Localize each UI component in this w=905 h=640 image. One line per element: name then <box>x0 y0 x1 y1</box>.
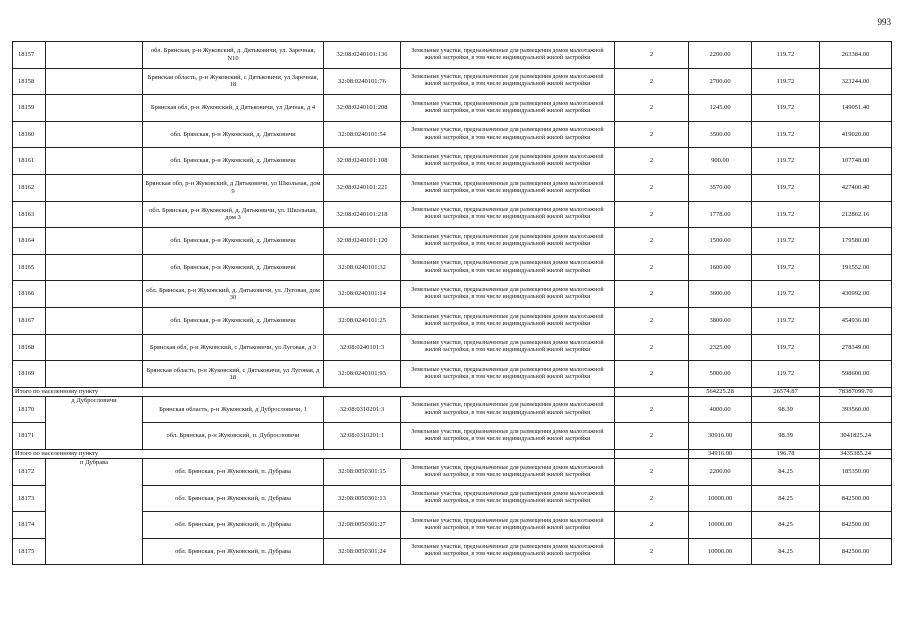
row-number-cell: 18163 <box>13 201 46 228</box>
area-cell: 2325.00 <box>689 334 752 361</box>
cadastral-number-cell: 32:08:0240101:14 <box>324 281 401 308</box>
table-row <box>13 361 892 388</box>
cadastral-number-cell: 32:08:0050301:15 <box>324 458 401 485</box>
registry-body <box>13 42 892 565</box>
table-row <box>13 458 892 485</box>
area-cell: 10000.00 <box>689 512 752 539</box>
area-cell: 3570.00 <box>689 174 752 201</box>
cadastral-number-cell: 32:08:0240101:25 <box>324 307 401 334</box>
rate-cell: 119.72 <box>752 254 820 281</box>
address-cell: Брянская область, р-н Жуковский, д Дубрословичи, 1 <box>143 396 324 423</box>
row-number-cell: 18157 <box>13 42 46 69</box>
cadastral-value-cell: 185350.00 <box>820 458 892 485</box>
rate-cell: 119.72 <box>752 121 820 148</box>
total-label: Итого по населенному пункту <box>13 449 615 458</box>
table-row <box>13 95 892 122</box>
land-use-cell: Земельные участки, предназначенные для размещения домов малоэтажной жилой застройки, в том числе индивидуальной жилой застройки <box>401 396 615 423</box>
area-cell: 4000.00 <box>689 396 752 423</box>
area-cell: 1245.00 <box>689 95 752 122</box>
row-number-cell: 18172 <box>13 458 46 485</box>
address-cell: обл. Брянская, р-н Жуковский, д. Дятьковичи, ул. Школьная, дом 3 <box>143 201 324 228</box>
row-number-cell: 18171 <box>13 423 46 450</box>
land-use-cell: Земельные участки, предназначенные для размещения домов малоэтажной жилой застройки, в том числе индивидуальной жилой застройки <box>401 361 615 388</box>
category-cell: 2 <box>615 458 689 485</box>
address-cell: обл. Брянская, р-н Жуковский, д. Дятьковичи <box>143 148 324 175</box>
row-number-cell: 18165 <box>13 254 46 281</box>
cadastral-number-cell: 32:08:0240101:108 <box>324 148 401 175</box>
settlement-cell <box>46 228 143 255</box>
land-use-cell: Земельные участки, предназначенные для размещения домов малоэтажной жилой застройки, в том числе индивидуальной жилой застройки <box>401 68 615 95</box>
row-number-cell: 18173 <box>13 485 46 512</box>
cadastral-number-cell: 32:08:0050301:27 <box>324 512 401 539</box>
cadastral-number-cell: 32:08:0310201:1 <box>324 423 401 450</box>
category-cell: 2 <box>615 121 689 148</box>
cadastral-value-cell: 598600.00 <box>820 361 892 388</box>
land-use-cell: Земельные участки, предназначенные для размещения домов малоэтажной жилой застройки, в том числе индивидуальной жилой застройки <box>401 334 615 361</box>
address-cell: Брянская обл, р-н Жуковский, с Дятьковичи, ул Луговая, д 3 <box>143 334 324 361</box>
row-number-cell: 18162 <box>13 174 46 201</box>
cadastral-value-cell: 842500.00 <box>820 512 892 539</box>
settlement-cell <box>46 307 143 334</box>
settlement-cell <box>46 121 143 148</box>
area-cell: 1500.00 <box>689 228 752 255</box>
address-cell: обл. Брянская, р-н Жуковский, д. Дятьковичи <box>143 121 324 148</box>
settlement-cell <box>46 361 143 388</box>
total-value-cell: 3435385.24 <box>820 449 892 458</box>
settlement-cell <box>46 281 143 308</box>
row-number-cell: 18175 <box>13 538 46 565</box>
address-cell: обл. Брянская, р-н Жуковский, д. Дятьковичи <box>143 228 324 255</box>
total-category-cell <box>615 449 689 458</box>
land-use-cell: Земельные участки, предназначенные для размещения домов малоэтажной жилой застройки, в том числе индивидуальной жилой застройки <box>401 148 615 175</box>
land-use-cell: Земельные участки, предназначенные для размещения домов малоэтажной жилой застройки, в том числе индивидуальной жилой застройки <box>401 95 615 122</box>
category-cell: 2 <box>615 538 689 565</box>
category-cell: 2 <box>615 254 689 281</box>
table-row <box>13 307 892 334</box>
row-number-cell: 18168 <box>13 334 46 361</box>
area-cell: 30916.00 <box>689 423 752 450</box>
cadastral-value-cell: 842500.00 <box>820 485 892 512</box>
land-use-cell: Земельные участки, предназначенные для размещения домов малоэтажной жилой застройки, в том числе индивидуальной жилой застройки <box>401 121 615 148</box>
rate-cell: 119.72 <box>752 361 820 388</box>
land-use-cell: Земельные участки, предназначенные для размещения домов малоэтажной жилой застройки, в том числе индивидуальной жилой застройки <box>401 174 615 201</box>
row-number-cell: 18158 <box>13 68 46 95</box>
land-registry-table <box>12 41 892 565</box>
table-row <box>13 228 892 255</box>
table-row <box>13 121 892 148</box>
category-cell: 2 <box>615 174 689 201</box>
cadastral-value-cell: 107748.00 <box>820 148 892 175</box>
cadastral-value-cell: 454936.00 <box>820 307 892 334</box>
address-cell: обл. Брянская, р-н Жуковский, п. Дубрава <box>143 512 324 539</box>
settlement-total-row <box>13 449 892 458</box>
rate-cell: 98.39 <box>752 423 820 450</box>
settlement-cell <box>46 334 143 361</box>
land-use-cell: Земельные участки, предназначенные для размещения домов малоэтажной жилой застройки, в том числе индивидуальной жилой застройки <box>401 281 615 308</box>
settlement-cell: п Дубрава <box>46 458 143 564</box>
total-label: Итого по населенному пункту <box>13 387 615 396</box>
cadastral-value-cell: 149051.40 <box>820 95 892 122</box>
cadastral-value-cell: 179580.00 <box>820 228 892 255</box>
area-cell: 5000.00 <box>689 361 752 388</box>
cadastral-number-cell: 32:08:0240101:221 <box>324 174 401 201</box>
address-cell: Брянская область, р-н Жуковский, с Дятьковичи, ул Луговая, д 18 <box>143 361 324 388</box>
table-row <box>13 334 892 361</box>
row-number-cell: 18166 <box>13 281 46 308</box>
total-area-cell: 34916.00 <box>689 449 752 458</box>
rate-cell: 84.25 <box>752 458 820 485</box>
cadastral-number-cell: 32:08:0240101:3 <box>324 334 401 361</box>
cadastral-number-cell: 32:08:0240101:76 <box>324 68 401 95</box>
category-cell: 2 <box>615 68 689 95</box>
total-rate-cell: 26574.87 <box>752 387 820 396</box>
category-cell: 2 <box>615 361 689 388</box>
category-cell: 2 <box>615 228 689 255</box>
category-cell: 2 <box>615 396 689 423</box>
cadastral-number-cell: 32:08:0240101:120 <box>324 228 401 255</box>
cadastral-number-cell: 32:08:0050301:13 <box>324 485 401 512</box>
table-row <box>13 485 892 512</box>
rate-cell: 119.72 <box>752 95 820 122</box>
settlement-cell <box>46 201 143 228</box>
cadastral-value-cell: 323244.00 <box>820 68 892 95</box>
total-rate-cell: 196.78 <box>752 449 820 458</box>
cadastral-value-cell: 212862.16 <box>820 201 892 228</box>
land-use-cell: Земельные участки, предназначенные для размещения домов малоэтажной жилой застройки, в том числе индивидуальной жилой застройки <box>401 512 615 539</box>
table-row <box>13 68 892 95</box>
area-cell: 2700.00 <box>689 68 752 95</box>
cadastral-number-cell: 32:08:0240101:32 <box>324 254 401 281</box>
row-number-cell: 18160 <box>13 121 46 148</box>
cadastral-value-cell: 427400.40 <box>820 174 892 201</box>
land-use-cell: Земельные участки, предназначенные для размещения домов малоэтажной жилой застройки, в том числе индивидуальной жилой застройки <box>401 485 615 512</box>
cadastral-number-cell: 32:08:0240101:218 <box>324 201 401 228</box>
settlement-cell <box>46 95 143 122</box>
area-cell: 3800.00 <box>689 307 752 334</box>
area-cell: 1778.00 <box>689 201 752 228</box>
address-cell: обл. Брянская, р-н Жуковский, п. Дубрословичи <box>143 423 324 450</box>
land-use-cell: Земельные участки, предназначенные для размещения домов малоэтажной жилой застройки, в том числе индивидуальной жилой застройки <box>401 254 615 281</box>
table-row <box>13 538 892 565</box>
address-cell: обл. Брянская, р-н Жуковский, п. Дубрава <box>143 538 324 565</box>
land-use-cell: Земельные участки, предназначенные для размещения домов малоэтажной жилой застройки, в том числе индивидуальной жилой застройки <box>401 423 615 450</box>
cadastral-number-cell: 32:08:0310201:3 <box>324 396 401 423</box>
settlement-cell <box>46 148 143 175</box>
area-cell: 2200.00 <box>689 458 752 485</box>
land-use-cell: Земельные участки, предназначенные для размещения домов малоэтажной жилой застройки, в том числе индивидуальной жилой застройки <box>401 307 615 334</box>
address-cell: обл. Брянская, р-н Жуковский, д. Дятьковичи <box>143 307 324 334</box>
area-cell: 3500.00 <box>689 121 752 148</box>
table-row <box>13 254 892 281</box>
rate-cell: 119.72 <box>752 307 820 334</box>
rate-cell: 119.72 <box>752 281 820 308</box>
row-number-cell: 18161 <box>13 148 46 175</box>
area-cell: 10000.00 <box>689 538 752 565</box>
row-number-cell: 18167 <box>13 307 46 334</box>
address-cell: Брянская обл, р-н Жуковский, д Дятьковичи, ул Школьная, дом 9 <box>143 174 324 201</box>
category-cell: 2 <box>615 201 689 228</box>
category-cell: 2 <box>615 95 689 122</box>
cadastral-value-cell: 3041825.24 <box>820 423 892 450</box>
table-row <box>13 512 892 539</box>
total-category-cell <box>615 387 689 396</box>
cadastral-number-cell: 32:08:0240101:208 <box>324 95 401 122</box>
category-cell: 2 <box>615 423 689 450</box>
settlement-total-row <box>13 387 892 396</box>
category-cell: 2 <box>615 512 689 539</box>
total-area-cell: 564225.28 <box>689 387 752 396</box>
page-number: 993 <box>877 17 891 27</box>
settlement-cell <box>46 42 143 69</box>
category-cell: 2 <box>615 148 689 175</box>
category-cell: 2 <box>615 307 689 334</box>
rate-cell: 84.25 <box>752 512 820 539</box>
land-use-cell: Земельные участки, предназначенные для размещения домов малоэтажной жилой застройки, в том числе индивидуальной жилой застройки <box>401 228 615 255</box>
cadastral-value-cell: 393560.00 <box>820 396 892 423</box>
address-cell: обл. Брянская, р-н Жуковский, д. Дятьковичи, ул. Луговая, дом 30 <box>143 281 324 308</box>
rate-cell: 119.72 <box>752 42 820 69</box>
settlement-cell: д Дубрословичи <box>46 396 143 449</box>
row-number-cell: 18170 <box>13 396 46 423</box>
address-cell: обл. Брянская, р-н Жуковский, п. Дубрава <box>143 485 324 512</box>
settlement-cell <box>46 174 143 201</box>
settlement-cell <box>46 254 143 281</box>
cadastral-value-cell: 430992.00 <box>820 281 892 308</box>
area-cell: 2200.00 <box>689 42 752 69</box>
row-number-cell: 18169 <box>13 361 46 388</box>
cadastral-number-cell: 32:08:0240101:54 <box>324 121 401 148</box>
rate-cell: 119.72 <box>752 201 820 228</box>
area-cell: 1600.00 <box>689 254 752 281</box>
area-cell: 10000.00 <box>689 485 752 512</box>
category-cell: 2 <box>615 334 689 361</box>
rate-cell: 119.72 <box>752 228 820 255</box>
table-row <box>13 42 892 69</box>
address-cell: обл. Брянская, р-н Жуковский, д. Дятьковичи <box>143 254 324 281</box>
address-cell: Брянская обл, р-н Жуковский, д Дятьковичи, ул Дачная, д 4 <box>143 95 324 122</box>
cadastral-value-cell: 419020.00 <box>820 121 892 148</box>
address-cell: обл. Брянская, р-н Жуковский, д. Дятьковичи, ул. Заречная, N10 <box>143 42 324 69</box>
row-number-cell: 18174 <box>13 512 46 539</box>
land-use-cell: Земельные участки, предназначенные для размещения домов малоэтажной жилой застройки, в том числе индивидуальной жилой застройки <box>401 458 615 485</box>
table-row <box>13 396 892 423</box>
address-cell: обл. Брянская, р-н Жуковский, п. Дубрава <box>143 458 324 485</box>
area-cell: 3600.00 <box>689 281 752 308</box>
area-cell: 900.00 <box>689 148 752 175</box>
land-use-cell: Земельные участки, предназначенные для размещения домов малоэтажной жилой застройки, в том числе индивидуальной жилой застройки <box>401 538 615 565</box>
rate-cell: 84.25 <box>752 538 820 565</box>
table-row <box>13 281 892 308</box>
cadastral-number-cell: 32:08:0240101:136 <box>324 42 401 69</box>
category-cell: 2 <box>615 42 689 69</box>
rate-cell: 119.72 <box>752 68 820 95</box>
table-row <box>13 201 892 228</box>
rate-cell: 119.72 <box>752 334 820 361</box>
cadastral-number-cell: 32:08:0050301:24 <box>324 538 401 565</box>
land-use-cell: Земельные участки, предназначенные для размещения домов малоэтажной жилой застройки, в том числе индивидуальной жилой застройки <box>401 201 615 228</box>
cadastral-value-cell: 842500.00 <box>820 538 892 565</box>
rate-cell: 119.72 <box>752 174 820 201</box>
rate-cell: 84.25 <box>752 485 820 512</box>
land-use-cell: Земельные участки, предназначенные для размещения домов малоэтажной жилой застройки, в том числе индивидуальной жилой застройки <box>401 42 615 69</box>
cadastral-value-cell: 263384.00 <box>820 42 892 69</box>
row-number-cell: 18164 <box>13 228 46 255</box>
address-cell: Брянская область, р-н Жуковский, с Дятьковичи, ул Заречная, 18 <box>143 68 324 95</box>
category-cell: 2 <box>615 281 689 308</box>
cadastral-value-cell: 278349.00 <box>820 334 892 361</box>
rate-cell: 119.72 <box>752 148 820 175</box>
row-number-cell: 18159 <box>13 95 46 122</box>
category-cell: 2 <box>615 485 689 512</box>
table-row <box>13 148 892 175</box>
cadastral-value-cell: 191552.00 <box>820 254 892 281</box>
cadastral-number-cell: 32:08:0240101:93 <box>324 361 401 388</box>
table-row <box>13 174 892 201</box>
rate-cell: 98.39 <box>752 396 820 423</box>
total-value-cell: 78387099.70 <box>820 387 892 396</box>
settlement-cell <box>46 68 143 95</box>
table-row <box>13 423 892 450</box>
